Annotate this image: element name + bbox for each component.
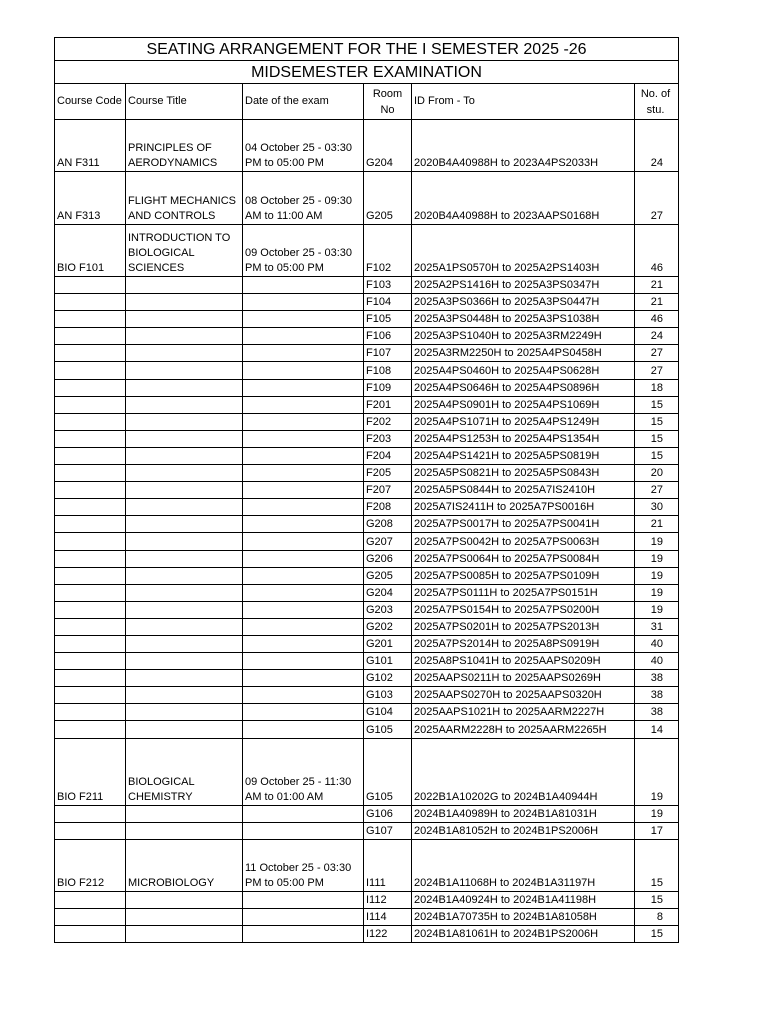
document-title: SEATING ARRANGEMENT FOR THE I SEMESTER 2025 -26 bbox=[55, 38, 679, 61]
room-no-cell: I122 bbox=[364, 925, 412, 942]
table-row bbox=[55, 635, 679, 652]
exam-date-cell bbox=[243, 687, 364, 704]
course-code-cell bbox=[55, 822, 126, 839]
course-title-cell bbox=[126, 925, 243, 942]
student-count-cell: 19 bbox=[635, 601, 679, 618]
table-row bbox=[55, 601, 679, 618]
student-count-cell: 38 bbox=[635, 687, 679, 704]
course-first-row bbox=[55, 839, 679, 891]
table-row bbox=[55, 379, 679, 396]
course-title-cell bbox=[126, 584, 243, 601]
table-row bbox=[55, 430, 679, 447]
course-code-cell bbox=[55, 294, 126, 311]
room-no-cell: I111 bbox=[364, 839, 412, 891]
course-title-cell: MICROBIOLOGY bbox=[126, 839, 243, 891]
course-title-cell bbox=[126, 430, 243, 447]
header-room-no bbox=[364, 84, 412, 120]
table-row bbox=[55, 891, 679, 908]
room-no-cell: G104 bbox=[364, 704, 412, 721]
course-title-cell bbox=[126, 447, 243, 464]
table-row bbox=[55, 362, 679, 379]
course-title-cell bbox=[126, 567, 243, 584]
exam-date-cell bbox=[243, 345, 364, 362]
course-code-cell bbox=[55, 805, 126, 822]
id-range-cell: 2025A4PS0460H to 2025A4PS0628H bbox=[412, 362, 635, 379]
seating-sheet bbox=[54, 37, 678, 943]
student-count-cell: 40 bbox=[635, 635, 679, 652]
student-count-cell: 19 bbox=[635, 738, 679, 805]
room-no-cell: G207 bbox=[364, 533, 412, 550]
id-range-cell: 2025AARM2228H to 2025AARM2265H bbox=[412, 721, 635, 738]
student-count-cell: 15 bbox=[635, 430, 679, 447]
student-count-cell: 19 bbox=[635, 533, 679, 550]
course-title-cell bbox=[126, 687, 243, 704]
table-row bbox=[55, 465, 679, 482]
course-code-cell bbox=[55, 670, 126, 687]
student-count-cell: 21 bbox=[635, 294, 679, 311]
student-count-cell: 19 bbox=[635, 584, 679, 601]
course-code-cell bbox=[55, 721, 126, 738]
course-code-cell bbox=[55, 618, 126, 635]
header-room-line1: Room bbox=[372, 87, 403, 100]
course-first-row bbox=[55, 738, 679, 805]
course-title-cell bbox=[126, 294, 243, 311]
student-count-cell: 38 bbox=[635, 704, 679, 721]
student-count-cell: 27 bbox=[635, 345, 679, 362]
course-title-cell bbox=[126, 635, 243, 652]
course-first-row bbox=[55, 172, 679, 225]
table-row bbox=[55, 482, 679, 499]
title-row-2 bbox=[55, 61, 679, 84]
room-no-cell: G205 bbox=[364, 567, 412, 584]
course-code-cell bbox=[55, 687, 126, 704]
student-count-cell: 19 bbox=[635, 567, 679, 584]
exam-date-cell bbox=[243, 533, 364, 550]
room-no-cell: G101 bbox=[364, 653, 412, 670]
course-code-cell bbox=[55, 362, 126, 379]
student-count-cell: 38 bbox=[635, 670, 679, 687]
table-row bbox=[55, 277, 679, 294]
course-title-cell bbox=[126, 362, 243, 379]
table-row bbox=[55, 704, 679, 721]
table-row bbox=[55, 396, 679, 413]
table-row bbox=[55, 822, 679, 839]
exam-date-cell bbox=[243, 721, 364, 738]
exam-date-cell bbox=[243, 567, 364, 584]
course-title-cell bbox=[126, 653, 243, 670]
course-code-cell bbox=[55, 584, 126, 601]
exam-date-cell: 11 October 25 - 03:30 PM to 05:00 PM bbox=[243, 839, 364, 891]
id-range-cell: 2025A5PS0844H to 2025A7IS2410H bbox=[412, 482, 635, 499]
student-count-cell: 15 bbox=[635, 447, 679, 464]
course-code-cell bbox=[55, 704, 126, 721]
student-count-cell: 8 bbox=[635, 908, 679, 925]
id-range-cell: 2025A7PS0201H to 2025A7PS2013H bbox=[412, 618, 635, 635]
course-code-cell bbox=[55, 430, 126, 447]
room-no-cell: G106 bbox=[364, 805, 412, 822]
table-row bbox=[55, 653, 679, 670]
header-count-line2: stu. bbox=[646, 103, 665, 116]
table-row bbox=[55, 328, 679, 345]
header-student-count bbox=[635, 84, 679, 120]
student-count-cell: 24 bbox=[635, 120, 679, 172]
room-no-cell: G203 bbox=[364, 601, 412, 618]
exam-date-cell bbox=[243, 499, 364, 516]
course-code-cell bbox=[55, 447, 126, 464]
table-row bbox=[55, 447, 679, 464]
room-no-cell: G107 bbox=[364, 822, 412, 839]
course-code-cell bbox=[55, 345, 126, 362]
seating-table bbox=[54, 37, 679, 943]
id-range-cell: 2025AAPS1021H to 2025AARM2227H bbox=[412, 704, 635, 721]
student-count-cell: 19 bbox=[635, 550, 679, 567]
course-code-cell: BIO F101 bbox=[55, 225, 126, 277]
course-title-cell bbox=[126, 345, 243, 362]
course-title-cell bbox=[126, 413, 243, 430]
course-code-cell: AN F313 bbox=[55, 172, 126, 225]
exam-date-cell bbox=[243, 482, 364, 499]
course-code-cell bbox=[55, 550, 126, 567]
exam-date-cell bbox=[243, 618, 364, 635]
course-first-row bbox=[55, 120, 679, 172]
id-range-cell: 2024B1A40924H to 2024B1A41198H bbox=[412, 891, 635, 908]
exam-date-cell bbox=[243, 822, 364, 839]
room-no-cell: F102 bbox=[364, 225, 412, 277]
header-row bbox=[55, 84, 679, 120]
exam-date-cell bbox=[243, 516, 364, 533]
exam-date-cell bbox=[243, 294, 364, 311]
table-row bbox=[55, 721, 679, 738]
table-row bbox=[55, 584, 679, 601]
course-code-cell bbox=[55, 908, 126, 925]
course-code-cell bbox=[55, 482, 126, 499]
room-no-cell: G204 bbox=[364, 120, 412, 172]
course-title-cell bbox=[126, 704, 243, 721]
id-range-cell: 2025A7PS0111H to 2025A7PS0151H bbox=[412, 584, 635, 601]
exam-date-cell bbox=[243, 635, 364, 652]
course-title-cell: PRINCIPLES OF AERODYNAMICS bbox=[126, 120, 243, 172]
room-no-cell: G202 bbox=[364, 618, 412, 635]
room-no-cell: F107 bbox=[364, 345, 412, 362]
course-title-cell bbox=[126, 601, 243, 618]
course-title-cell bbox=[126, 618, 243, 635]
id-range-cell: 2024B1A81052H to 2024B1PS2006H bbox=[412, 822, 635, 839]
course-title-cell: BIOLOGICAL CHEMISTRY bbox=[126, 738, 243, 805]
course-code-cell bbox=[55, 396, 126, 413]
course-title-cell: FLIGHT MECHANICS AND CONTROLS bbox=[126, 172, 243, 225]
course-title-cell bbox=[126, 465, 243, 482]
exam-date-cell bbox=[243, 584, 364, 601]
room-no-cell: F205 bbox=[364, 465, 412, 482]
table-row bbox=[55, 805, 679, 822]
exam-date-cell bbox=[243, 704, 364, 721]
course-title-cell bbox=[126, 891, 243, 908]
id-range-cell: 2024B1A81061H to 2024B1PS2006H bbox=[412, 925, 635, 942]
student-count-cell: 14 bbox=[635, 721, 679, 738]
room-no-cell: G204 bbox=[364, 584, 412, 601]
id-range-cell: 2025A4PS0901H to 2025A4PS1069H bbox=[412, 396, 635, 413]
room-no-cell: F203 bbox=[364, 430, 412, 447]
student-count-cell: 15 bbox=[635, 839, 679, 891]
id-range-cell: 2025A7PS0085H to 2025A7PS0109H bbox=[412, 567, 635, 584]
exam-date-cell bbox=[243, 601, 364, 618]
table-row bbox=[55, 294, 679, 311]
course-title-cell bbox=[126, 822, 243, 839]
id-range-cell: 2020B4A40988H to 2023AAPS0168H bbox=[412, 172, 635, 225]
exam-date-cell bbox=[243, 805, 364, 822]
student-count-cell: 40 bbox=[635, 653, 679, 670]
student-count-cell: 30 bbox=[635, 499, 679, 516]
room-no-cell: I112 bbox=[364, 891, 412, 908]
student-count-cell: 27 bbox=[635, 362, 679, 379]
course-code-cell bbox=[55, 635, 126, 652]
exam-date-cell bbox=[243, 670, 364, 687]
exam-date-cell bbox=[243, 362, 364, 379]
exam-date-cell: 08 October 25 - 09:30 AM to 11:00 AM bbox=[243, 172, 364, 225]
student-count-cell: 15 bbox=[635, 891, 679, 908]
course-code-cell bbox=[55, 653, 126, 670]
course-title-cell bbox=[126, 721, 243, 738]
id-range-cell: 2020B4A40988H to 2023A4PS2033H bbox=[412, 120, 635, 172]
course-title-cell bbox=[126, 805, 243, 822]
room-no-cell: F108 bbox=[364, 362, 412, 379]
exam-date-cell bbox=[243, 430, 364, 447]
table-row bbox=[55, 550, 679, 567]
id-range-cell: 2024B1A70735H to 2024B1A81058H bbox=[412, 908, 635, 925]
student-count-cell: 19 bbox=[635, 805, 679, 822]
table-row bbox=[55, 499, 679, 516]
id-range-cell: 2025AAPS0270H to 2025AAPS0320H bbox=[412, 687, 635, 704]
course-code-cell bbox=[55, 925, 126, 942]
id-range-cell: 2025A7PS0017H to 2025A7PS0041H bbox=[412, 516, 635, 533]
title-row-1 bbox=[55, 38, 679, 61]
table-row bbox=[55, 618, 679, 635]
table-row bbox=[55, 925, 679, 942]
course-code-cell: BIO F211 bbox=[55, 738, 126, 805]
id-range-cell: 2025A3PS0448H to 2025A3PS1038H bbox=[412, 311, 635, 328]
exam-date-cell bbox=[243, 413, 364, 430]
course-title-cell bbox=[126, 311, 243, 328]
header-id-range: ID From - To bbox=[412, 84, 635, 120]
course-code-cell bbox=[55, 277, 126, 294]
course-title-cell bbox=[126, 550, 243, 567]
student-count-cell: 27 bbox=[635, 172, 679, 225]
document-subtitle: MIDSEMESTER EXAMINATION bbox=[55, 61, 679, 84]
exam-date-cell: 09 October 25 - 03:30 PM to 05:00 PM bbox=[243, 225, 364, 277]
room-no-cell: F109 bbox=[364, 379, 412, 396]
room-no-cell: G201 bbox=[364, 635, 412, 652]
id-range-cell: 2025A8PS1041H to 2025AAPS0209H bbox=[412, 653, 635, 670]
id-range-cell: 2025A1PS0570H to 2025A2PS1403H bbox=[412, 225, 635, 277]
student-count-cell: 15 bbox=[635, 396, 679, 413]
exam-date-cell bbox=[243, 465, 364, 482]
student-count-cell: 46 bbox=[635, 311, 679, 328]
exam-date-cell: 09 October 25 - 11:30 AM to 01:00 AM bbox=[243, 738, 364, 805]
id-range-cell: 2025A2PS1416H to 2025A3PS0347H bbox=[412, 277, 635, 294]
id-range-cell: 2025A7PS0064H to 2025A7PS0084H bbox=[412, 550, 635, 567]
room-no-cell: F103 bbox=[364, 277, 412, 294]
course-title-cell: INTRODUCTION TO BIOLOGICAL SCIENCES bbox=[126, 225, 243, 277]
room-no-cell: F204 bbox=[364, 447, 412, 464]
room-no-cell: F105 bbox=[364, 311, 412, 328]
course-code-cell bbox=[55, 533, 126, 550]
room-no-cell: G103 bbox=[364, 687, 412, 704]
course-code-cell: BIO F212 bbox=[55, 839, 126, 891]
id-range-cell: 2022B1A10202G to 2024B1A40944H bbox=[412, 738, 635, 805]
room-no-cell: G206 bbox=[364, 550, 412, 567]
table-row bbox=[55, 516, 679, 533]
course-code-cell bbox=[55, 328, 126, 345]
exam-date-cell bbox=[243, 550, 364, 567]
table-row bbox=[55, 567, 679, 584]
course-code-cell bbox=[55, 567, 126, 584]
exam-date-cell bbox=[243, 447, 364, 464]
exam-date-cell bbox=[243, 379, 364, 396]
student-count-cell: 27 bbox=[635, 482, 679, 499]
id-range-cell: 2025AAPS0211H to 2025AAPS0269H bbox=[412, 670, 635, 687]
id-range-cell: 2025A7PS0154H to 2025A7PS0200H bbox=[412, 601, 635, 618]
student-count-cell: 18 bbox=[635, 379, 679, 396]
course-code-cell bbox=[55, 601, 126, 618]
student-count-cell: 20 bbox=[635, 465, 679, 482]
exam-date-cell: 04 October 25 - 03:30 PM to 05:00 PM bbox=[243, 120, 364, 172]
table-row bbox=[55, 687, 679, 704]
course-code-cell bbox=[55, 891, 126, 908]
exam-date-cell bbox=[243, 891, 364, 908]
student-count-cell: 24 bbox=[635, 328, 679, 345]
course-title-cell bbox=[126, 670, 243, 687]
room-no-cell: F207 bbox=[364, 482, 412, 499]
id-range-cell: 2024B1A40989H to 2024B1A81031H bbox=[412, 805, 635, 822]
course-code-cell: AN F311 bbox=[55, 120, 126, 172]
exam-date-cell bbox=[243, 925, 364, 942]
student-count-cell: 31 bbox=[635, 618, 679, 635]
id-range-cell: 2025A3RM2250H to 2025A4PS0458H bbox=[412, 345, 635, 362]
id-range-cell: 2025A3PS0366H to 2025A3PS0447H bbox=[412, 294, 635, 311]
room-no-cell: F201 bbox=[364, 396, 412, 413]
student-count-cell: 21 bbox=[635, 277, 679, 294]
table-row bbox=[55, 413, 679, 430]
room-no-cell: F104 bbox=[364, 294, 412, 311]
room-no-cell: F106 bbox=[364, 328, 412, 345]
id-range-cell: 2024B1A11068H to 2024B1A31197H bbox=[412, 839, 635, 891]
id-range-cell: 2025A7PS2014H to 2025A8PS0919H bbox=[412, 635, 635, 652]
room-no-cell: G105 bbox=[364, 738, 412, 805]
exam-date-cell bbox=[243, 311, 364, 328]
header-course-code: Course Code bbox=[55, 84, 126, 120]
course-title-cell bbox=[126, 516, 243, 533]
course-title-cell bbox=[126, 499, 243, 516]
course-title-cell bbox=[126, 533, 243, 550]
table-row bbox=[55, 345, 679, 362]
header-exam-date: Date of the exam bbox=[243, 84, 364, 120]
header-count-line1: No. of bbox=[640, 87, 671, 100]
exam-date-cell bbox=[243, 908, 364, 925]
student-count-cell: 46 bbox=[635, 225, 679, 277]
course-code-cell bbox=[55, 379, 126, 396]
course-title-cell bbox=[126, 396, 243, 413]
header-room-line2: No bbox=[380, 103, 395, 116]
seating-table-body bbox=[55, 38, 679, 943]
room-no-cell: I114 bbox=[364, 908, 412, 925]
room-no-cell: G205 bbox=[364, 172, 412, 225]
room-no-cell: G105 bbox=[364, 721, 412, 738]
course-title-cell bbox=[126, 908, 243, 925]
student-count-cell: 15 bbox=[635, 925, 679, 942]
course-code-cell bbox=[55, 413, 126, 430]
exam-date-cell bbox=[243, 277, 364, 294]
id-range-cell: 2025A4PS0646H to 2025A4PS0896H bbox=[412, 379, 635, 396]
id-range-cell: 2025A4PS1421H to 2025A5PS0819H bbox=[412, 447, 635, 464]
room-no-cell: F202 bbox=[364, 413, 412, 430]
course-title-cell bbox=[126, 482, 243, 499]
course-title-cell bbox=[126, 379, 243, 396]
id-range-cell: 2025A4PS1071H to 2025A4PS1249H bbox=[412, 413, 635, 430]
course-code-cell bbox=[55, 465, 126, 482]
room-no-cell: F208 bbox=[364, 499, 412, 516]
id-range-cell: 2025A5PS0821H to 2025A5PS0843H bbox=[412, 465, 635, 482]
table-row bbox=[55, 533, 679, 550]
table-row bbox=[55, 311, 679, 328]
header-course-title: Course Title bbox=[126, 84, 243, 120]
student-count-cell: 17 bbox=[635, 822, 679, 839]
id-range-cell: 2025A4PS1253H to 2025A4PS1354H bbox=[412, 430, 635, 447]
room-no-cell: G102 bbox=[364, 670, 412, 687]
id-range-cell: 2025A7PS0042H to 2025A7PS0063H bbox=[412, 533, 635, 550]
course-code-cell bbox=[55, 499, 126, 516]
room-no-cell: G208 bbox=[364, 516, 412, 533]
course-code-cell bbox=[55, 516, 126, 533]
student-count-cell: 21 bbox=[635, 516, 679, 533]
id-range-cell: 2025A7IS2411H to 2025A7PS0016H bbox=[412, 499, 635, 516]
table-row bbox=[55, 670, 679, 687]
table-row bbox=[55, 908, 679, 925]
exam-date-cell bbox=[243, 653, 364, 670]
id-range-cell: 2025A3PS1040H to 2025A3RM2249H bbox=[412, 328, 635, 345]
course-title-cell bbox=[126, 277, 243, 294]
course-first-row bbox=[55, 225, 679, 277]
exam-date-cell bbox=[243, 396, 364, 413]
course-title-cell bbox=[126, 328, 243, 345]
student-count-cell: 15 bbox=[635, 413, 679, 430]
exam-date-cell bbox=[243, 328, 364, 345]
course-code-cell bbox=[55, 311, 126, 328]
